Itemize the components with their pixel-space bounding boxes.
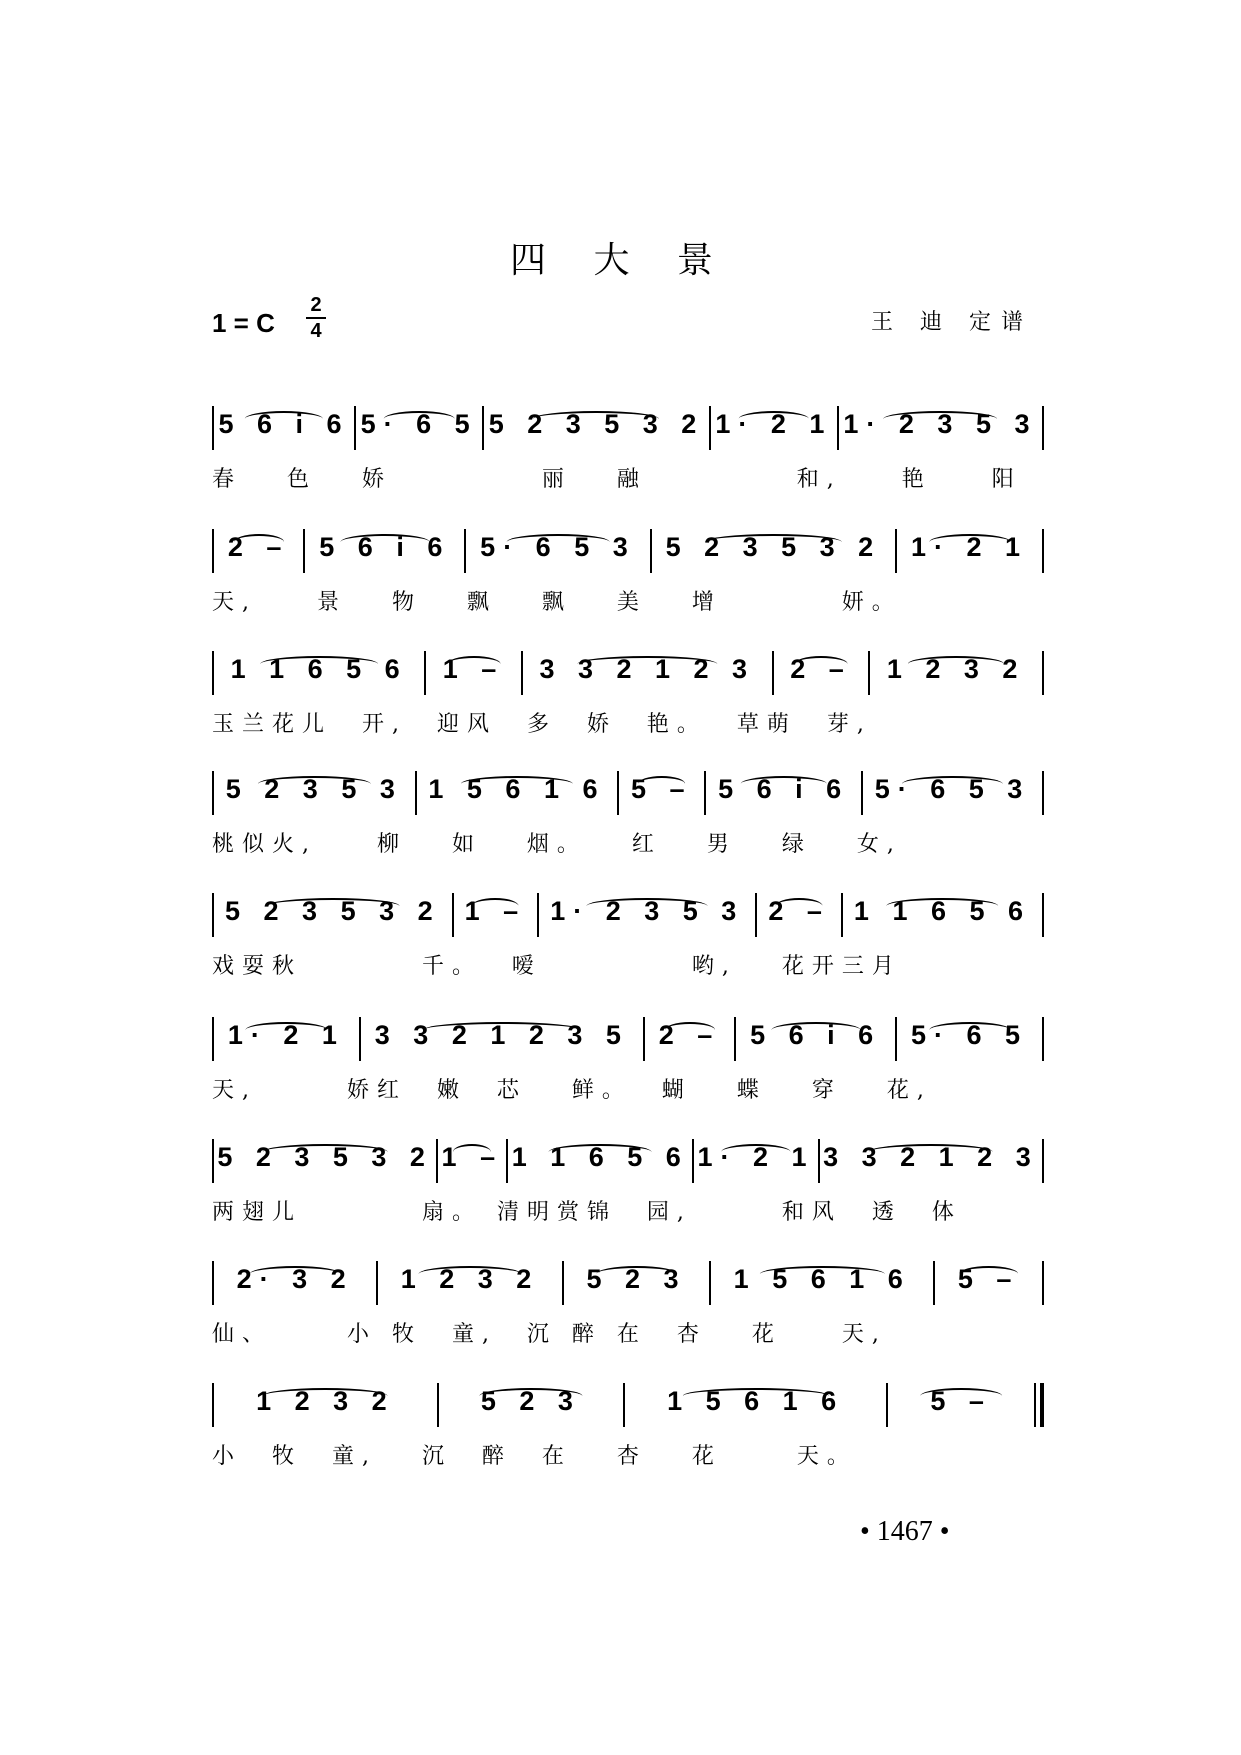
measure	[523, 654, 772, 695]
measure-notes: 5· 6 5	[911, 1020, 1029, 1050]
measure	[214, 654, 424, 695]
slur-mark	[384, 411, 455, 427]
slur-mark	[587, 898, 708, 914]
slur-mark	[959, 1266, 1019, 1282]
slur-mark	[250, 1266, 341, 1282]
measure-notes: 1 5 6 1 6	[733, 1264, 911, 1294]
measure	[694, 1142, 818, 1183]
lyrics-row: 戏耍秋 千。 嗳 哟, 花开三月	[212, 954, 902, 979]
measure	[619, 774, 704, 815]
measure-notes: 2 –	[658, 1020, 721, 1050]
measure	[897, 1020, 1042, 1061]
measure-notes: 5· 6 5	[360, 409, 478, 439]
slur-mark	[263, 1144, 387, 1160]
slur-mark	[263, 1388, 388, 1404]
measure	[361, 1020, 643, 1061]
barline	[1042, 529, 1044, 573]
measure-notes: 1· 2 1	[697, 1142, 815, 1172]
measure-notes: 1 2 3 2	[400, 1264, 540, 1294]
measure-notes: 1· 2 1	[715, 409, 833, 439]
measure-notes: 1 5 6 1 6	[428, 774, 606, 804]
measure-notes: 1· 2 3 5 3	[550, 896, 745, 926]
notation-row	[212, 867, 1044, 937]
notation-row	[212, 503, 1044, 573]
measure-notes: 2· 3 2	[236, 1264, 354, 1294]
measure	[888, 1386, 1034, 1427]
slur-mark	[534, 411, 660, 427]
slur-mark	[887, 898, 999, 914]
slur-mark	[771, 1022, 860, 1038]
measure	[378, 1264, 562, 1305]
measure-notes: 2 –	[227, 532, 290, 562]
slur-mark	[596, 1266, 677, 1282]
notation-row	[212, 745, 1044, 815]
measure-notes: 5 2 3 5 3 2	[217, 1142, 433, 1172]
barline	[1042, 1261, 1044, 1305]
page-number: • 1467 •	[860, 1516, 950, 1547]
measure-notes: 1 1 6 5 6	[511, 1142, 689, 1172]
measure-notes: 3 3 2 1 2 3	[539, 654, 756, 684]
slur-mark	[447, 656, 500, 672]
slur-mark	[776, 898, 823, 914]
notation-row	[212, 991, 1044, 1061]
arranger-credit: 王 迪 定谱	[871, 310, 1033, 335]
slur-mark	[664, 1022, 714, 1038]
slur-mark	[479, 1388, 582, 1404]
staff-line	[212, 745, 1044, 855]
key-signature: 1 = C	[212, 308, 275, 338]
measure-notes: 5 –	[930, 1386, 992, 1416]
barline	[1042, 1017, 1044, 1061]
measure-notes: 2 –	[768, 896, 830, 926]
measure-notes: 5 2 3 5 3	[225, 774, 403, 804]
slur-mark	[908, 656, 1004, 672]
notation-row	[212, 625, 1044, 695]
measure-notes: 5 –	[631, 774, 693, 804]
measure	[870, 654, 1042, 695]
measure	[897, 532, 1042, 573]
measure-notes: 5 6 i 6	[319, 532, 451, 562]
slur-mark	[423, 1022, 581, 1038]
measure	[356, 409, 482, 450]
barline	[1042, 651, 1044, 695]
slur-mark	[739, 411, 810, 427]
measure-notes: 5 2 3	[480, 1386, 581, 1416]
slur-mark	[740, 776, 827, 792]
measure-notes: 5 –	[957, 1264, 1020, 1294]
measure	[214, 896, 452, 937]
lyrics-row: 桃似火, 柳 如 烟。 红 男 绿 女,	[212, 832, 902, 857]
measure	[935, 1264, 1042, 1305]
slur-mark	[453, 1144, 491, 1160]
lyrics-row: 天, 景 物 飘 飘 美 增 妍。	[212, 590, 902, 615]
slur-mark	[929, 1022, 1010, 1038]
measure-notes: 5 2 3 5 3 2	[225, 896, 441, 926]
staff-line	[212, 1113, 1044, 1223]
lyrics-row: 玉兰花儿 开, 迎风 多 娇 艳。 草萌 芽,	[212, 712, 872, 737]
barline	[1042, 1139, 1044, 1183]
measure	[863, 774, 1042, 815]
measure-notes: 5· 6 5 3	[480, 532, 636, 562]
slur-mark	[234, 534, 284, 550]
measure-notes: 3 3 2 1 2 3	[823, 1142, 1039, 1172]
slur-mark	[549, 1144, 652, 1160]
measure-notes: 1 1 6 5 6	[230, 654, 408, 684]
measure-notes: 5 6 i 6	[718, 774, 850, 804]
time-signature	[306, 294, 326, 342]
staff-line	[212, 503, 1044, 613]
measure	[508, 1142, 692, 1183]
slur-mark	[884, 411, 998, 427]
measure-notes: 5 2 3 5 3 2	[488, 409, 705, 439]
measure	[214, 532, 303, 573]
measure-notes: 5 6 i 6	[218, 409, 350, 439]
final-barline	[1034, 1383, 1044, 1427]
measure-notes: 1· 2 1	[911, 532, 1029, 562]
measure-notes: 1· 2 3 5 3	[843, 409, 1038, 439]
measure	[736, 1020, 895, 1061]
lyrics-row: 春 色 娇 丽 融 和, 艳 阳	[212, 467, 1022, 492]
measure-notes: 1 5 6 1 6	[667, 1386, 845, 1416]
lyrics-row: 仙、 小 牧 童, 沉 醉 在 杏 花 天,	[212, 1322, 887, 1347]
slur-mark	[869, 1144, 993, 1160]
slur-mark	[794, 656, 847, 672]
measure-notes: 5 2 3	[586, 1264, 687, 1294]
measure-notes: 1 2 3 2	[256, 1386, 395, 1416]
time-signature-bottom: 4	[310, 320, 322, 342]
measure-notes: 5· 6 5 3	[874, 774, 1031, 804]
slur-mark	[920, 1388, 1002, 1404]
measure-notes: 3 3 2 1 2 3 5	[374, 1020, 629, 1050]
staff-line	[212, 380, 1044, 490]
measure	[214, 1142, 436, 1183]
slur-mark	[578, 656, 717, 672]
time-signature-top: 2	[310, 294, 322, 316]
measure	[711, 409, 837, 450]
measure-notes: 1 –	[442, 654, 505, 684]
measure-notes: 5 2 3 5 3 2	[665, 532, 882, 562]
measure	[645, 1020, 734, 1061]
measure	[438, 1142, 506, 1183]
measure	[426, 654, 521, 695]
barline	[1042, 771, 1044, 815]
slur-mark	[258, 776, 370, 792]
measure	[439, 1386, 623, 1427]
notation-row	[212, 1235, 1044, 1305]
measure	[843, 896, 1042, 937]
slur-mark	[721, 1144, 790, 1160]
slur-mark	[246, 1022, 327, 1038]
measure	[652, 532, 895, 573]
measure-notes: 1 –	[464, 896, 527, 926]
barline	[1042, 406, 1044, 450]
measure	[539, 896, 755, 937]
measure-notes: 2 –	[790, 654, 852, 684]
measure	[214, 774, 415, 815]
measure-notes: 1 1 6 5 6	[853, 896, 1032, 926]
slur-mark	[683, 1388, 829, 1404]
time-signature-line	[306, 317, 326, 319]
measure	[625, 1386, 886, 1427]
measure	[214, 1264, 376, 1305]
lyrics-row: 小 牧 童, 沉 醉 在 杏 花 天。	[212, 1444, 857, 1469]
measure-notes: 5 6 i 6	[750, 1020, 882, 1050]
lyrics-row: 两翅儿 扇。 清明赏锦 园, 和风 透 体	[212, 1200, 962, 1225]
measure	[214, 409, 354, 450]
measure	[214, 1020, 359, 1061]
staff-line	[212, 1235, 1044, 1345]
measure	[757, 896, 841, 937]
staff-line	[212, 867, 1044, 977]
slur-mark	[705, 534, 841, 550]
measure	[774, 654, 869, 695]
slur-mark	[929, 534, 1010, 550]
staff-line	[212, 625, 1044, 735]
slur-mark	[507, 534, 610, 550]
measure	[711, 1264, 933, 1305]
barline	[1042, 893, 1044, 937]
notation-row	[212, 1113, 1044, 1183]
measure	[706, 774, 861, 815]
measure-notes: 1 –	[441, 1142, 504, 1172]
staff-line	[212, 1357, 1044, 1467]
measure	[305, 532, 464, 573]
slur-mark	[260, 656, 378, 672]
slur-mark	[419, 1266, 522, 1282]
measure	[839, 409, 1042, 450]
slur-mark	[638, 776, 686, 792]
slur-mark	[472, 898, 519, 914]
slur-mark	[760, 1266, 884, 1282]
notation-row	[212, 1357, 1044, 1427]
measure-notes: 1 2 3 2	[886, 654, 1026, 684]
measure	[820, 1142, 1042, 1183]
notation-row	[212, 380, 1044, 450]
measure-notes: 1· 2 1	[227, 1020, 345, 1050]
slur-mark	[266, 898, 399, 914]
measure	[214, 1386, 437, 1427]
measure	[466, 532, 649, 573]
measure	[454, 896, 538, 937]
lyrics-row: 天, 娇红 嫩 芯 鲜。 蝴 蝶 穿 花,	[212, 1078, 932, 1103]
measure	[417, 774, 618, 815]
slur-mark	[461, 776, 573, 792]
slur-mark	[340, 534, 429, 550]
measure	[484, 409, 709, 450]
measure	[564, 1264, 709, 1305]
slur-mark	[245, 411, 323, 427]
staff-line	[212, 991, 1044, 1101]
page-title: 四 大 景	[510, 240, 731, 281]
slur-mark	[902, 776, 1002, 792]
